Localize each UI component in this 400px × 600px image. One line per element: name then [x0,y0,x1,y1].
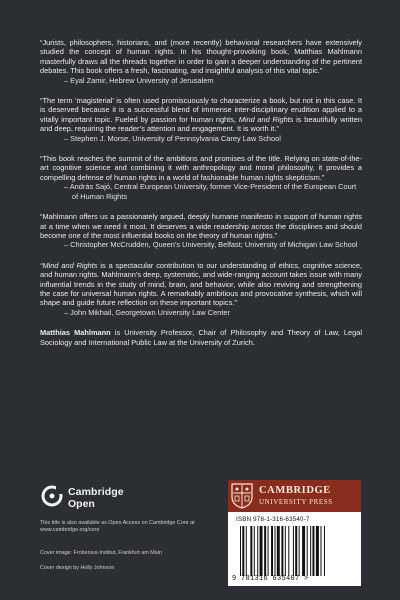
barcode-bar [250,526,252,576]
open-access-note: This title is also available as Open Access on Cambridge Core at www.cambridge.org/core [40,520,195,534]
barcode-bar [293,526,294,576]
quote-text: is beautifully written and deep, requiring the reader’s attention and engagement. It is worth it.” [40,114,362,134]
cover-design-credit: Cover design by Holly Johnson [40,565,115,571]
barcode-bar [295,526,297,576]
barcode-bar [254,526,255,576]
barcode-bar [271,526,273,576]
barcode-icon [240,526,356,576]
quote-text: “The term ‘magisterial’ is often used promiscuously to characterize a book, but not in this case. It is deserved because it is a successful blend of immense inter-disciplinary erudition applied to a vitally important topic. Fueled by passion for human rights, [40,96,362,124]
open-logo-line1: Cambridge [68,486,124,498]
barcode-bar [281,526,283,576]
blurb-attribution: – John Mikhail, Georgetown University Law Center [64,307,230,317]
blurb-attribution: – Christopher McCrudden, Queen’s University, Belfast; University of Michigan Law School [64,240,358,250]
blurb-attribution: – Eyal Zamir, Hebrew University of Jerusalem [64,75,214,85]
cambridge-open-logo [40,484,170,512]
barcode-bar [307,526,308,576]
author-bio [40,328,362,347]
blurb [40,154,362,201]
blurb-attribution: – András Sajó, Central European University, former Vice-President of the European Court of Human Rights [64,182,357,201]
publisher-name: CAMBRIDGE [259,485,331,496]
barcode-bar [285,526,286,576]
barcode-bar [257,526,258,576]
blurb-quote [40,261,362,308]
book-title-italic: Mind and Rights [238,114,294,124]
barcode-bar [242,526,244,576]
author-name: Matthias Mahlmann [40,328,111,338]
barcode-bar [264,526,266,576]
quote-text: is a spectacular contribution to our understanding of ethics, cognitive science, and human rights. Mahlmann’s deep, systematic, and wide-ranging account takes issue with many influential trends in the study of mind, brain, and behavior, while also reviving and strengthening the case for universal human rights. A remarkably ambitious and provocative synthesis, which will shape and guide future reflection on these important topics.” [40,260,362,308]
blurb-quote: “Mahlmann offers us a passionately argued, deeply humane manifesto in support of human rights at a time when we need it most. It deserves a wide readership across the disciplines and should become one of the most influential books on the theory of human rights.” [40,212,362,240]
barcode-bar [275,526,276,576]
barcode-bar [246,526,247,576]
blurb [40,212,362,250]
barcode-digits: 9 781316 635407 > [232,575,309,583]
open-access-icon [40,484,64,508]
barcode-bar [268,526,269,576]
blurb-quote: “This book reaches the summit of the ambitions and promises of the title. Relying on state-of-the-art cognitive science and combining it with anthropology and moral philosophy, it provides a compelling defense of human rights in a world of fashionable human rights skepticism.” [40,154,362,182]
publisher-press: UNIVERSITY PRESS [259,498,333,506]
barcode-panel [228,512,361,586]
book-title-italic: “Mind and Rights [40,260,98,270]
barcode-bar [277,526,280,576]
blurb [40,261,362,317]
publisher-logo [228,480,361,512]
barcode-bar [312,526,314,576]
blurb [40,96,362,143]
barcode-bar [240,526,241,576]
barcode-bar [299,526,300,576]
barcode-bar [324,526,325,576]
blurb [40,38,362,85]
barcode-bar [288,526,289,576]
blurb-attribution: – Stephen J. Morse, University of Pennsylvania Carey Law School [64,133,281,143]
endorsements [40,38,362,347]
cover-image-credit: Cover image: Frobenius-Institut, Frankfurt am Main [40,550,162,556]
barcode-bar [321,526,322,576]
open-logo-line2: Open [68,498,95,510]
blurb-quote: “Jurists, philosophers, historians, and (more recently) behavioral researchers have extensively studied the concept of human rights. In his thought-provoking book, Matthias Mahlmann masterfully draws all the threads together in order to gain a deeper understanding of the pertinent debates. This book offers a fresh, fascinating, and insightful analysis of this vital topic.” [40,38,362,76]
barcode-bar [310,526,311,576]
isbn-label: ISBN 978-1-316-63540-7 [236,516,310,523]
blurb-quote [40,96,362,134]
barcode-bar [260,526,263,576]
author-bio-text: is University Professor, Chair of Philosophy and Theory of Law, Legal Sociology and International Public Law at the University of Zurich. [40,328,362,347]
barcode-bar [302,526,305,576]
shield-crest-icon [231,483,253,509]
barcode-bar [316,526,319,576]
